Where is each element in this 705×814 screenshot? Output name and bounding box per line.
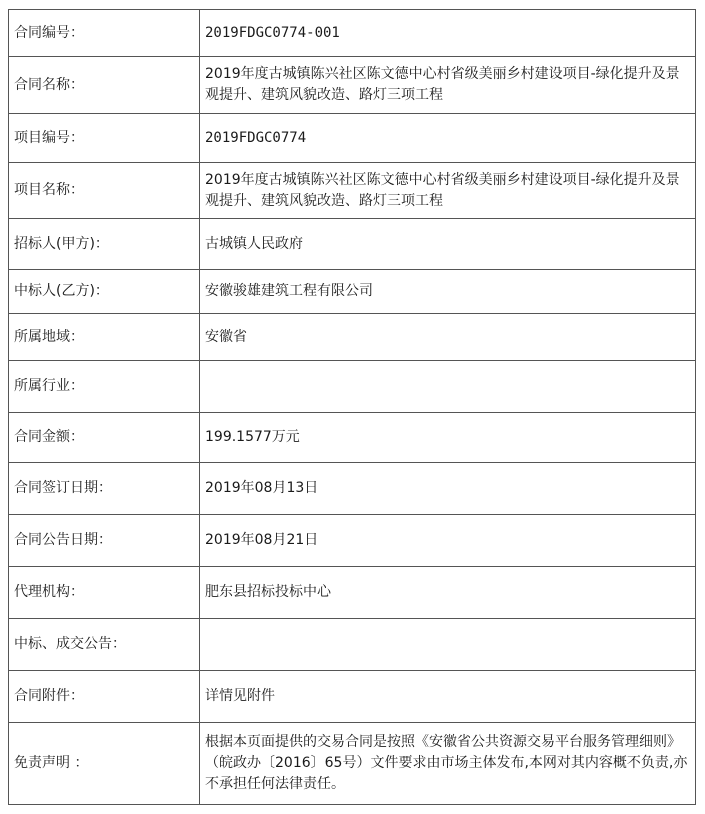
tenderer-value: 古城镇人民政府 — [200, 219, 696, 270]
award-notice-value — [200, 619, 696, 671]
contract-amount-value: 199.1577万元 — [200, 413, 696, 463]
attachment-label: 合同附件： — [9, 671, 200, 723]
table-row — [9, 515, 696, 567]
table-row — [9, 10, 696, 57]
disclaimer-value: 根据本页面提供的交易合同是按照《安徽省公共资源交易平台服务管理细则》（皖政办〔2016〕65号）文件要求由市场主体发布,本网对其内容概不负责,亦不承担任何法律责任。 — [200, 723, 696, 805]
table-row — [9, 567, 696, 619]
project-number-value: 2019FDGC0774 — [200, 114, 696, 163]
tenderer-label: 招标人(甲方)： — [9, 219, 200, 270]
table-row — [9, 619, 696, 671]
project-name-value: 2019年度古城镇陈兴社区陈文德中心村省级美丽乡村建设项目-绿化提升及景观提升、建筑风貌改造、路灯三项工程 — [200, 163, 696, 219]
industry-value — [200, 361, 696, 413]
award-notice-label: 中标、成交公告： — [9, 619, 200, 671]
table-row — [9, 361, 696, 413]
project-name-label: 项目名称： — [9, 163, 200, 219]
table-row — [9, 57, 696, 114]
signing-date-value: 2019年08月13日 — [200, 463, 696, 515]
table-row — [9, 314, 696, 361]
winning-bidder-value: 安徽骏雄建筑工程有限公司 — [200, 270, 696, 314]
disclaimer-label: 免责声明 ： — [9, 723, 200, 805]
table-row — [9, 219, 696, 270]
contract-amount-label: 合同金额： — [9, 413, 200, 463]
announcement-date-value: 2019年08月21日 — [200, 515, 696, 567]
table-row — [9, 163, 696, 219]
agency-value: 肥东县招标投标中心 — [200, 567, 696, 619]
agency-label: 代理机构： — [9, 567, 200, 619]
contract-number-value: 2019FDGC0774-001 — [200, 10, 696, 57]
industry-label: 所属行业： — [9, 361, 200, 413]
contract-number-label: 合同编号： — [9, 10, 200, 57]
contract-name-label: 合同名称： — [9, 57, 200, 114]
contract-name-value: 2019年度古城镇陈兴社区陈文德中心村省级美丽乡村建设项目-绿化提升及景观提升、建筑风貌改造、路灯三项工程 — [200, 57, 696, 114]
region-label: 所属地域： — [9, 314, 200, 361]
table-row — [9, 270, 696, 314]
table-row — [9, 114, 696, 163]
region-value: 安徽省 — [200, 314, 696, 361]
contract-info-table — [8, 9, 696, 805]
table-row — [9, 723, 696, 805]
attachment-value: 详情见附件 — [200, 671, 696, 723]
announcement-date-label: 合同公告日期： — [9, 515, 200, 567]
signing-date-label: 合同签订日期： — [9, 463, 200, 515]
winning-bidder-label: 中标人(乙方)： — [9, 270, 200, 314]
table-row — [9, 413, 696, 463]
table-row — [9, 671, 696, 723]
project-number-label: 项目编号： — [9, 114, 200, 163]
table-row — [9, 463, 696, 515]
